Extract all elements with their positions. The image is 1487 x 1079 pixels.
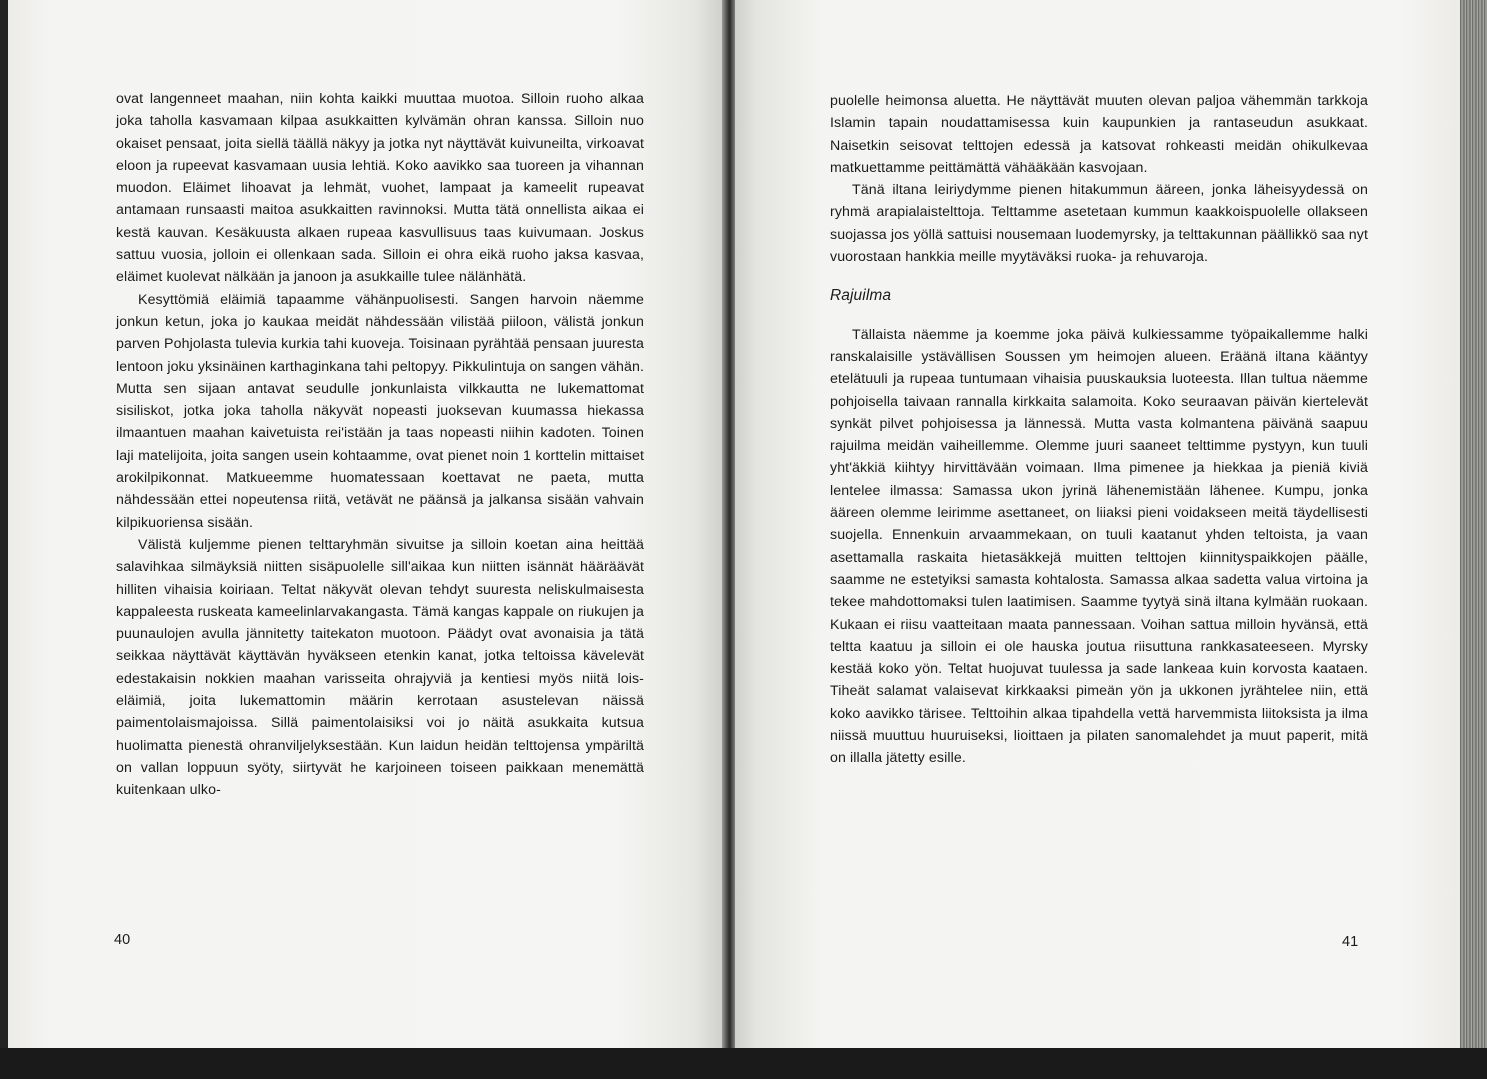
right-paragraph-2: Tänä iltana leiriydymme pienen hitakummun ääreen, jonka läheisyydessä on ryhmä arapialaistelttoja. Telttamme asetetaan kummun kaakkoispuolelle ollakseen suojassa jos yöllä sattuisi nousemaan luodemyrsky, ja telttakunnan päällikkö saa nyt vuorostaan hankkia meille myytäväksi ruoka- ja rehuvaroja. (830, 182, 1368, 266)
right-page-number: 41 (1342, 934, 1359, 950)
right-page-body (830, 90, 1368, 770)
section-heading: Rajuilma (830, 287, 892, 305)
book-spine (722, 0, 736, 1079)
right-paragraph-1: puolelle heimonsa aluetta. He näyttävät muuten olevan paljoa vähemmän tarkkoja Islamin tapain noudattamisessa kuin kaupunkien ja rantaseudun asukkaat. Naisetkin seisovat telttojen edessä ja katsovat rohkeasti meidän ohikulkevaa matkuettamme peittämättä vähääkään kasvojaan. (830, 93, 1368, 176)
scanner-bottom-edge (0, 1048, 1487, 1079)
left-paragraph-1: ovat langenneet maahan, niin kohta kaikki muuttaa muotoa. Silloin ruoho alkaa joka taholla kasvamaan kilpaa asukkaitten kylvämän ohran kanssa. Silloin nuo okaiset pensaat, joita siellä täällä näkyy ja jotka nyt näyttävät kuivuneilta, virkoavat eloon ja rupeevat kasvamaan uusia lehtiä. Koko aavikko saa tuoreen ja vihannan muodon. Eläimet lihoavat ja lehmät, vuohet, lampaat ja kameelit rupeavat antamaan runsaasti maitoa asukkaitten ravinnoksi. Mutta tätä onnellista aikaa ei kestä kauvan. Kesäkuusta alkaen rupeaa kasvullisuus taas kuivumaan. Joskus sattuu vuosia, jolloin ei ollenkaan sada. Silloin ei ohra eikä ruoho jaksa kasvaa, eläimet kuolevat nälkään ja janoon ja asukkaille tulee nälänhätä. (116, 91, 644, 286)
left-paragraph-3: Välistä kuljemme pienen telttaryhmän sivuitse ja silloin koetan aina heittää salavihkaa silmäyksiä niitten sisäpuolelle sill'aikaa kun niitten isännät hääräävät hilliten vihaisia koiriaan. Teltat näkyvät olevan tehdyt suuresta neliskulmaisesta kappaleesta ruskeata kameelinlarvakangasta. Tämä kangas kappale on riukujen ja puunaulojen avulla jännitetty taitekaton muotoon. Päädyt ovat avonaisia ja tätä seikkaa näyttävät käyttävän hyväkseen etenkin kanat, jotka teltoissa kävelevät edestakaisin nokkien maahan varisseita ohrajyviä ja kentiesi myös niitä lois-eläimiä, joita lukemattomin määrin kerrotaan asustelevan näissä paimentolaismajoissa. Sillä paimentolaisiksi voi jo näitä asukkaita kutsua huolimatta pienestä ohranviljelyksestään. Kun laidun heidän telttojensa ympäriltä on vallan loppuun syöty, siirtyvät he karjoineen toiseen paikkaan menemättä kuitenkaan ulko- (116, 536, 644, 799)
left-page-number: 40 (114, 932, 131, 948)
right-page (735, 0, 1460, 1055)
left-page-body (116, 88, 644, 802)
left-page (8, 0, 723, 1050)
left-paragraph-2: Kesyttömiä eläimiä tapaamme vähänpuolisesti. Sangen harvoin näemme jonkun ketun, joka jo kaukaa meidät nähdessään vilistää piiloon, välistä jonkun parven Pohjolasta tulevia kurkia tahi kuoveja. Toisinaan pyrähtää pensaan juuresta lentoon joku yksinäinen karthaginkana tahi peltopyy. Pikkulintuja on sangen vähän. Mutta sen sijaan antavat seudulle jonkunlaista vilkkautta ne lukemattomat sisiliskot, jotka joka taholla näkyvät nopeasti juoksevan kuumassa hiekassa ilmaantuen maahan kaivetuista rei'istään ja taas nopeasti niihin kadoten. Toinen laji matelijoita, joita sangen usein kohtaamme, ovat pienet noin 1 korttelin mittaiset arokilpikonnat. Matkueemme huomatessaan koettavat ne paeta, mutta nähdessään ettei nopeutensa riitä, vetävät ne päänsä ja jalkansa sisään vahvain kilpikuoriensa sisään. (116, 291, 644, 531)
page-edges (1460, 0, 1487, 1079)
right-paragraph-3: Tällaista näemme ja koemme joka päivä kulkiessamme työpaikallemme halki ranskalaisille ystävällisen Soussen ym heimojen alueen. Eräänä iltana kääntyy etelätuuli ja rupeaa tuntumaan vihaisia puuskauksia luoteesta. Illan tultua näemme pohjoisella taivaan rannalla kirkkaita salamoita. Koko seuraavan päivän kiertelevät synkät pilvet pohjoisessa ja lännessä. Mutta vasta kolmantena päivänä saapuu rajuilma meidän vaiheillemme. Olemme juuri saaneet telttimme pystyyn, kun tuuli yht'äkkiä kiihtyy hirvittävään voimaan. Ilma pimenee ja hiekkaa ja pieniä kiviä lentelee ilmassa: Samassa ukon jyrinä lähenemistään lähenee. Kumpu, jonka ääreen olemme leirimme asettaneet, on liiaksi pieni voidakseen meitä täydellisesti suojella. Ennenkuin arvaammekaan, on tuuli kaatanut yhden teltoista, ja vaan asettamalla raskaita hietasäkkejä muitten telttojen kiinnityspaikkojen päälle, saamme ne estetyiksi samasta kohtalosta. Samassa alkaa sadetta valua virtoina ja tekee mahdottomaksi tulen laatimisen. Saamme tyytyä sinä iltana kylmään ruokaan. Kukaan ei riisu vaatteitaan maata pannessaan. Voihan sattua milloin hyvänsä, että teltta kaatuu ja silloin ei ole hauska joutua riisuttuna rankkasateeseen. Myrsky kestää koko yön. Teltat huojuvat tuulessa ja sade lankeaa kuin korvosta kaataen. Tiheät salamat valaisevat kirkkaaksi pimeän yön ja ukkonen jyrähtelee niin, että koko aavikko tärisee. Telttoihin alkaa tipahdella vettä harvemmista liitoksista ja ilma niissä muuttuu huuruiseksi, lioittaen ja pilaten sanomalehdet ja muut paperit, mitä on illalla jätetty esille. (830, 326, 1368, 767)
